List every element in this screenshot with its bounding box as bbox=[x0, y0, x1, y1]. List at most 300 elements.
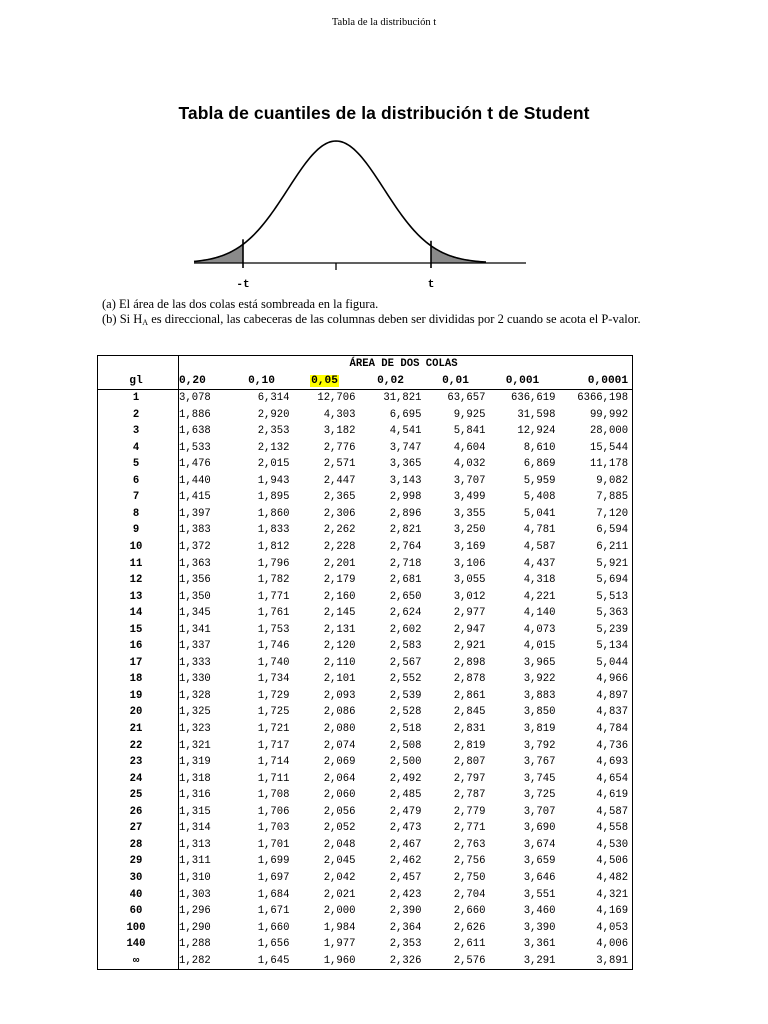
value-cell: 1,345 bbox=[179, 607, 211, 620]
table-row bbox=[98, 853, 633, 870]
value-cell: 3,922 bbox=[523, 673, 556, 686]
value-cell: 2,120 bbox=[323, 640, 356, 653]
value-cell: 4,897 bbox=[596, 689, 629, 702]
t-quantile-table bbox=[97, 355, 633, 970]
value-cell: 1,671 bbox=[257, 905, 290, 918]
table-row bbox=[98, 423, 633, 440]
gl-cell: 23 bbox=[98, 754, 179, 771]
table-row bbox=[98, 440, 633, 457]
value-cell: 1,725 bbox=[257, 706, 290, 719]
value-cell: 1,314 bbox=[179, 822, 211, 835]
value-cell: 1,321 bbox=[179, 739, 211, 752]
value-cell: 3,965 bbox=[523, 656, 556, 669]
value-cell: 2,508 bbox=[389, 739, 422, 752]
value-cell: 1,943 bbox=[257, 474, 290, 487]
value-cell: 2,069 bbox=[323, 756, 356, 769]
value-cell: 2,878 bbox=[453, 673, 486, 686]
value-cell: 3,169 bbox=[453, 541, 486, 554]
value-cell: 1,960 bbox=[323, 954, 356, 967]
value-cell: 5,363 bbox=[596, 607, 629, 620]
left-cutoff-label: -t bbox=[236, 279, 250, 291]
value-cell: 4,140 bbox=[523, 607, 556, 620]
value-cell: 2,528 bbox=[389, 706, 422, 719]
gl-cell: 30 bbox=[98, 870, 179, 887]
table-row bbox=[98, 721, 633, 738]
value-cell: 2,390 bbox=[389, 905, 422, 918]
value-cell: 2,718 bbox=[389, 557, 422, 570]
value-cell: 5,921 bbox=[596, 557, 629, 570]
value-cell: 1,812 bbox=[257, 541, 290, 554]
gl-cell: 19 bbox=[98, 688, 179, 705]
value-cell: 99,992 bbox=[589, 408, 629, 421]
value-cell: 5,841 bbox=[453, 425, 486, 438]
t-distribution-figure bbox=[186, 132, 536, 298]
value-cell: 2,660 bbox=[453, 905, 486, 918]
value-cell: 2,845 bbox=[453, 706, 486, 719]
note-b-rest: es direccional, las cabeceras de las columnas deben ser divididas por 2 cuando se acota el P-valor. bbox=[148, 311, 641, 326]
value-cell: 7,120 bbox=[596, 507, 629, 520]
value-cell: 4,604 bbox=[453, 441, 486, 454]
value-cell: 2,920 bbox=[257, 408, 290, 421]
gl-cell: 3 bbox=[98, 423, 179, 440]
value-cell: 1,311 bbox=[179, 855, 211, 868]
value-cell: 31,598 bbox=[517, 408, 556, 421]
value-cell: 2,353 bbox=[389, 938, 422, 951]
value-cell: 1,533 bbox=[179, 441, 211, 454]
value-cell: 1,363 bbox=[179, 557, 211, 570]
value-cell: 1,734 bbox=[257, 673, 290, 686]
value-cell: 2,821 bbox=[389, 524, 422, 537]
value-cell: 2,160 bbox=[323, 590, 356, 603]
table-row bbox=[98, 771, 633, 788]
column-header: 0,001 bbox=[490, 373, 560, 390]
value-cell: 3,646 bbox=[523, 871, 556, 884]
gl-cell: 22 bbox=[98, 738, 179, 755]
value-cell: 2,132 bbox=[257, 441, 290, 454]
value-cell: 1,333 bbox=[179, 656, 211, 669]
value-cell: 1,697 bbox=[257, 871, 290, 884]
value-cell: 4,558 bbox=[596, 822, 629, 835]
gl-cell: 15 bbox=[98, 622, 179, 639]
value-cell: 1,796 bbox=[257, 557, 290, 570]
value-cell: 1,356 bbox=[179, 574, 211, 587]
gl-cell: 16 bbox=[98, 638, 179, 655]
value-cell: 2,896 bbox=[389, 507, 422, 520]
table-row bbox=[98, 820, 633, 837]
column-header: 0,10 bbox=[234, 373, 294, 390]
table-row bbox=[98, 506, 633, 523]
value-cell: 3,690 bbox=[523, 822, 556, 835]
value-cell: 2,500 bbox=[389, 756, 422, 769]
value-cell: 6366,198 bbox=[577, 392, 629, 405]
value-cell: 11,178 bbox=[589, 458, 629, 471]
value-cell: 1,328 bbox=[179, 689, 211, 702]
value-cell: 2,756 bbox=[453, 855, 486, 868]
table-row bbox=[98, 605, 633, 622]
value-cell: 5,041 bbox=[523, 507, 556, 520]
value-cell: 3,460 bbox=[523, 905, 556, 918]
value-cell: 1,701 bbox=[257, 838, 290, 851]
gl-cell: 14 bbox=[98, 605, 179, 622]
value-cell: 9,082 bbox=[596, 474, 629, 487]
value-cell: 2,306 bbox=[323, 507, 356, 520]
value-cell: 1,706 bbox=[257, 805, 290, 818]
value-cell: 2,353 bbox=[257, 425, 290, 438]
value-cell: 3,745 bbox=[523, 772, 556, 785]
value-cell: 2,998 bbox=[389, 491, 422, 504]
value-cell: 1,660 bbox=[257, 921, 290, 934]
value-cell: 1,372 bbox=[179, 541, 211, 554]
value-cell: 5,134 bbox=[596, 640, 629, 653]
value-cell: 4,693 bbox=[596, 756, 629, 769]
table-row bbox=[98, 539, 633, 556]
value-cell: 1,717 bbox=[257, 739, 290, 752]
gl-cell: 6 bbox=[98, 473, 179, 490]
value-cell: 1,415 bbox=[179, 491, 211, 504]
value-cell: 4,303 bbox=[323, 408, 356, 421]
value-cell: 2,056 bbox=[323, 805, 356, 818]
column-header: 0,01 bbox=[426, 373, 490, 390]
value-cell: 4,437 bbox=[523, 557, 556, 570]
value-cell: 2,776 bbox=[323, 441, 356, 454]
table-row bbox=[98, 655, 633, 672]
value-cell: 3,365 bbox=[389, 458, 422, 471]
value-cell: 4,736 bbox=[596, 739, 629, 752]
value-cell: 2,576 bbox=[453, 954, 486, 967]
value-cell: 3,106 bbox=[453, 557, 486, 570]
area-header: ÁREA DE DOS COLAS bbox=[349, 358, 458, 370]
value-cell: 3,883 bbox=[523, 689, 556, 702]
value-cell: 1,288 bbox=[179, 938, 211, 951]
gl-cell: 2 bbox=[98, 407, 179, 424]
value-cell: 28,000 bbox=[589, 425, 629, 438]
value-cell: 2,763 bbox=[453, 838, 486, 851]
value-cell: 6,211 bbox=[596, 541, 629, 554]
value-cell: 1,310 bbox=[179, 871, 211, 884]
column-header bbox=[294, 373, 360, 390]
value-cell: 4,032 bbox=[453, 458, 486, 471]
value-cell: 1,325 bbox=[179, 706, 211, 719]
value-cell: 1,645 bbox=[257, 954, 290, 967]
value-cell: 6,695 bbox=[389, 408, 422, 421]
value-cell: 4,482 bbox=[596, 871, 629, 884]
value-cell: 2,831 bbox=[453, 723, 486, 736]
table-row bbox=[98, 638, 633, 655]
value-cell: 3,891 bbox=[596, 954, 629, 967]
table-row bbox=[98, 903, 633, 920]
density-curve bbox=[194, 141, 486, 262]
value-cell: 2,447 bbox=[323, 474, 356, 487]
value-cell: 2,015 bbox=[257, 458, 290, 471]
value-cell: 1,313 bbox=[179, 838, 211, 851]
value-cell: 2,583 bbox=[389, 640, 422, 653]
t-table-container bbox=[97, 355, 632, 972]
value-cell: 4,784 bbox=[596, 723, 629, 736]
value-cell: 1,341 bbox=[179, 623, 211, 636]
value-cell: 1,699 bbox=[257, 855, 290, 868]
value-cell: 2,473 bbox=[389, 822, 422, 835]
value-cell: 2,045 bbox=[323, 855, 356, 868]
value-cell: 12,924 bbox=[517, 425, 556, 438]
value-cell: 2,764 bbox=[389, 541, 422, 554]
value-cell: 1,711 bbox=[257, 772, 290, 785]
column-header: 0,02 bbox=[360, 373, 426, 390]
value-cell: 1,383 bbox=[179, 524, 211, 537]
value-cell: 1,753 bbox=[257, 623, 290, 636]
value-cell: 5,044 bbox=[596, 656, 629, 669]
value-cell: 4,530 bbox=[596, 838, 629, 851]
value-cell: 2,086 bbox=[323, 706, 356, 719]
value-cell: 1,708 bbox=[257, 789, 290, 802]
value-cell: 2,650 bbox=[389, 590, 422, 603]
value-cell: 3,361 bbox=[523, 938, 556, 951]
value-cell: 2,467 bbox=[389, 838, 422, 851]
value-cell: 1,440 bbox=[179, 474, 211, 487]
gl-cell: 20 bbox=[98, 704, 179, 721]
value-cell: 1,315 bbox=[179, 805, 211, 818]
value-cell: 63,657 bbox=[447, 392, 486, 405]
value-cell: 3,747 bbox=[389, 441, 422, 454]
value-cell: 4,587 bbox=[523, 541, 556, 554]
table-row bbox=[98, 589, 633, 606]
value-cell: 1,703 bbox=[257, 822, 290, 835]
table-row bbox=[98, 456, 633, 473]
table-row bbox=[98, 572, 633, 589]
value-cell: 2,093 bbox=[323, 689, 356, 702]
value-cell: 2,779 bbox=[453, 805, 486, 818]
value-cell: 1,721 bbox=[257, 723, 290, 736]
value-cell: 2,681 bbox=[389, 574, 422, 587]
table-row bbox=[98, 671, 633, 688]
value-cell: 1,350 bbox=[179, 590, 211, 603]
value-cell: 1,771 bbox=[257, 590, 290, 603]
value-cell: 2,052 bbox=[323, 822, 356, 835]
value-cell: 5,408 bbox=[523, 491, 556, 504]
value-cell: 1,319 bbox=[179, 756, 211, 769]
value-cell: 5,513 bbox=[596, 590, 629, 603]
table-row bbox=[98, 804, 633, 821]
value-cell: 3,850 bbox=[523, 706, 556, 719]
value-cell: 2,423 bbox=[389, 888, 422, 901]
gl-cell: 18 bbox=[98, 671, 179, 688]
value-cell: 2,145 bbox=[323, 607, 356, 620]
value-cell: 1,656 bbox=[257, 938, 290, 951]
table-row bbox=[98, 473, 633, 490]
value-cell: 4,781 bbox=[523, 524, 556, 537]
table-row bbox=[98, 738, 633, 755]
value-cell: 31,821 bbox=[383, 392, 422, 405]
value-cell: 2,567 bbox=[389, 656, 422, 669]
value-cell: 2,485 bbox=[389, 789, 422, 802]
value-cell: 3,143 bbox=[389, 474, 422, 487]
table-row bbox=[98, 489, 633, 506]
gl-cell: 26 bbox=[98, 804, 179, 821]
gl-cell: 10 bbox=[98, 539, 179, 556]
value-cell: 4,221 bbox=[523, 590, 556, 603]
value-cell: 1,886 bbox=[179, 408, 211, 421]
column-header: 0,20 bbox=[179, 373, 234, 390]
value-cell: 1,337 bbox=[179, 640, 211, 653]
gl-cell: 28 bbox=[98, 837, 179, 854]
table-row bbox=[98, 556, 633, 573]
value-cell: 2,262 bbox=[323, 524, 356, 537]
notes bbox=[102, 297, 642, 326]
value-cell: 3,355 bbox=[453, 507, 486, 520]
running-header: Tabla de la distribución t bbox=[331, 17, 437, 28]
value-cell: 3,674 bbox=[523, 838, 556, 851]
value-cell: 1,761 bbox=[257, 607, 290, 620]
value-cell: 5,959 bbox=[523, 474, 556, 487]
gl-cell: 13 bbox=[98, 589, 179, 606]
right-tail-shaded-area bbox=[431, 246, 486, 263]
value-cell: 6,594 bbox=[596, 524, 629, 537]
value-cell: 2,479 bbox=[389, 805, 422, 818]
value-cell: 4,073 bbox=[523, 623, 556, 636]
value-cell: 1,684 bbox=[257, 888, 290, 901]
value-cell: 3,707 bbox=[453, 474, 486, 487]
value-cell: 4,837 bbox=[596, 706, 629, 719]
value-cell: 3,792 bbox=[523, 739, 556, 752]
gl-cell: 4 bbox=[98, 440, 179, 457]
value-cell: 2,518 bbox=[389, 723, 422, 736]
gl-cell: ∞ bbox=[98, 953, 179, 970]
value-cell: 4,169 bbox=[596, 905, 629, 918]
area-header-row bbox=[98, 356, 633, 373]
value-cell: 3,499 bbox=[453, 491, 486, 504]
gl-header: gl bbox=[98, 373, 179, 390]
value-cell: 2,457 bbox=[389, 871, 422, 884]
value-cell: 2,819 bbox=[453, 739, 486, 752]
value-cell: 1,316 bbox=[179, 789, 211, 802]
value-cell: 1,303 bbox=[179, 888, 211, 901]
value-cell: 2,611 bbox=[453, 938, 486, 951]
value-cell: 4,318 bbox=[523, 574, 556, 587]
note-a: (a) El área de las dos colas está sombreada en la figura. bbox=[102, 297, 379, 311]
table-row bbox=[98, 870, 633, 887]
value-cell: 2,626 bbox=[453, 921, 486, 934]
value-cell: 2,101 bbox=[323, 673, 356, 686]
gl-cell: 27 bbox=[98, 820, 179, 837]
value-cell: 2,080 bbox=[323, 723, 356, 736]
value-cell: 2,064 bbox=[323, 772, 356, 785]
gl-cell: 25 bbox=[98, 787, 179, 804]
value-cell: 2,602 bbox=[389, 623, 422, 636]
gl-cell: 7 bbox=[98, 489, 179, 506]
value-cell: 1,330 bbox=[179, 673, 211, 686]
gl-cell: 5 bbox=[98, 456, 179, 473]
value-cell: 1,714 bbox=[257, 756, 290, 769]
note-b-prefix: (b) Si H bbox=[102, 311, 143, 326]
value-cell: 3,767 bbox=[523, 756, 556, 769]
value-cell: 8,610 bbox=[523, 441, 556, 454]
gl-cell: 29 bbox=[98, 853, 179, 870]
value-cell: 4,506 bbox=[596, 855, 629, 868]
value-cell: 1,296 bbox=[179, 905, 211, 918]
value-cell: 3,291 bbox=[523, 954, 556, 967]
value-cell: 6,314 bbox=[257, 392, 290, 405]
value-cell: 4,541 bbox=[389, 425, 422, 438]
table-row bbox=[98, 704, 633, 721]
value-cell: 2,228 bbox=[323, 541, 356, 554]
value-cell: 4,015 bbox=[523, 640, 556, 653]
value-cell: 6,869 bbox=[523, 458, 556, 471]
value-cell: 7,885 bbox=[596, 491, 629, 504]
gl-cell: 140 bbox=[98, 936, 179, 953]
value-cell: 3,055 bbox=[453, 574, 486, 587]
value-cell: 2,552 bbox=[389, 673, 422, 686]
value-cell: 2,326 bbox=[389, 954, 422, 967]
table-row bbox=[98, 522, 633, 539]
value-cell: 2,750 bbox=[453, 871, 486, 884]
value-cell: 4,966 bbox=[596, 673, 629, 686]
value-cell: 1,782 bbox=[257, 574, 290, 587]
value-cell: 2,179 bbox=[323, 574, 356, 587]
table-row bbox=[98, 754, 633, 771]
value-cell: 2,807 bbox=[453, 756, 486, 769]
value-cell: 1,729 bbox=[257, 689, 290, 702]
value-cell: 1,833 bbox=[257, 524, 290, 537]
table-row bbox=[98, 887, 633, 904]
value-cell: 2,021 bbox=[323, 888, 356, 901]
value-cell: 2,947 bbox=[453, 623, 486, 636]
value-cell: 1,290 bbox=[179, 921, 211, 934]
value-cell: 3,182 bbox=[323, 425, 356, 438]
value-cell: 2,042 bbox=[323, 871, 356, 884]
value-cell: 1,323 bbox=[179, 723, 211, 736]
value-cell: 2,048 bbox=[323, 838, 356, 851]
area-header-spacer bbox=[98, 356, 179, 373]
value-cell: 2,861 bbox=[453, 689, 486, 702]
value-cell: 1,746 bbox=[257, 640, 290, 653]
value-cell: 4,321 bbox=[596, 888, 629, 901]
column-header: 0,0001 bbox=[560, 373, 633, 390]
table-row bbox=[98, 936, 633, 953]
value-cell: 1,740 bbox=[257, 656, 290, 669]
value-cell: 2,462 bbox=[389, 855, 422, 868]
value-cell: 3,551 bbox=[523, 888, 556, 901]
gl-cell: 9 bbox=[98, 522, 179, 539]
value-cell: 1,318 bbox=[179, 772, 211, 785]
value-cell: 2,365 bbox=[323, 491, 356, 504]
value-cell: 5,694 bbox=[596, 574, 629, 587]
value-cell: 4,587 bbox=[596, 805, 629, 818]
value-cell: 3,250 bbox=[453, 524, 486, 537]
value-cell: 2,624 bbox=[389, 607, 422, 620]
value-cell: 3,707 bbox=[523, 805, 556, 818]
value-cell: 636,619 bbox=[510, 392, 556, 405]
value-cell: 3,725 bbox=[523, 789, 556, 802]
value-cell: 2,000 bbox=[323, 905, 356, 918]
value-cell: 3,012 bbox=[453, 590, 486, 603]
value-cell: 2,898 bbox=[453, 656, 486, 669]
gl-cell: 11 bbox=[98, 556, 179, 573]
table-row bbox=[98, 953, 633, 970]
gl-cell: 40 bbox=[98, 887, 179, 904]
value-cell: 3,659 bbox=[523, 855, 556, 868]
value-cell: 2,704 bbox=[453, 888, 486, 901]
gl-cell: 21 bbox=[98, 721, 179, 738]
table-row bbox=[98, 920, 633, 937]
page-title: Tabla de cuantiles de la distribución t de Student bbox=[178, 103, 590, 123]
table-row bbox=[98, 837, 633, 854]
value-cell: 1,860 bbox=[257, 507, 290, 520]
value-cell: 2,060 bbox=[323, 789, 356, 802]
value-cell: 1,977 bbox=[323, 938, 356, 951]
value-cell: 2,921 bbox=[453, 640, 486, 653]
value-cell: 2,977 bbox=[453, 607, 486, 620]
value-cell: 4,006 bbox=[596, 938, 629, 951]
gl-cell: 17 bbox=[98, 655, 179, 672]
